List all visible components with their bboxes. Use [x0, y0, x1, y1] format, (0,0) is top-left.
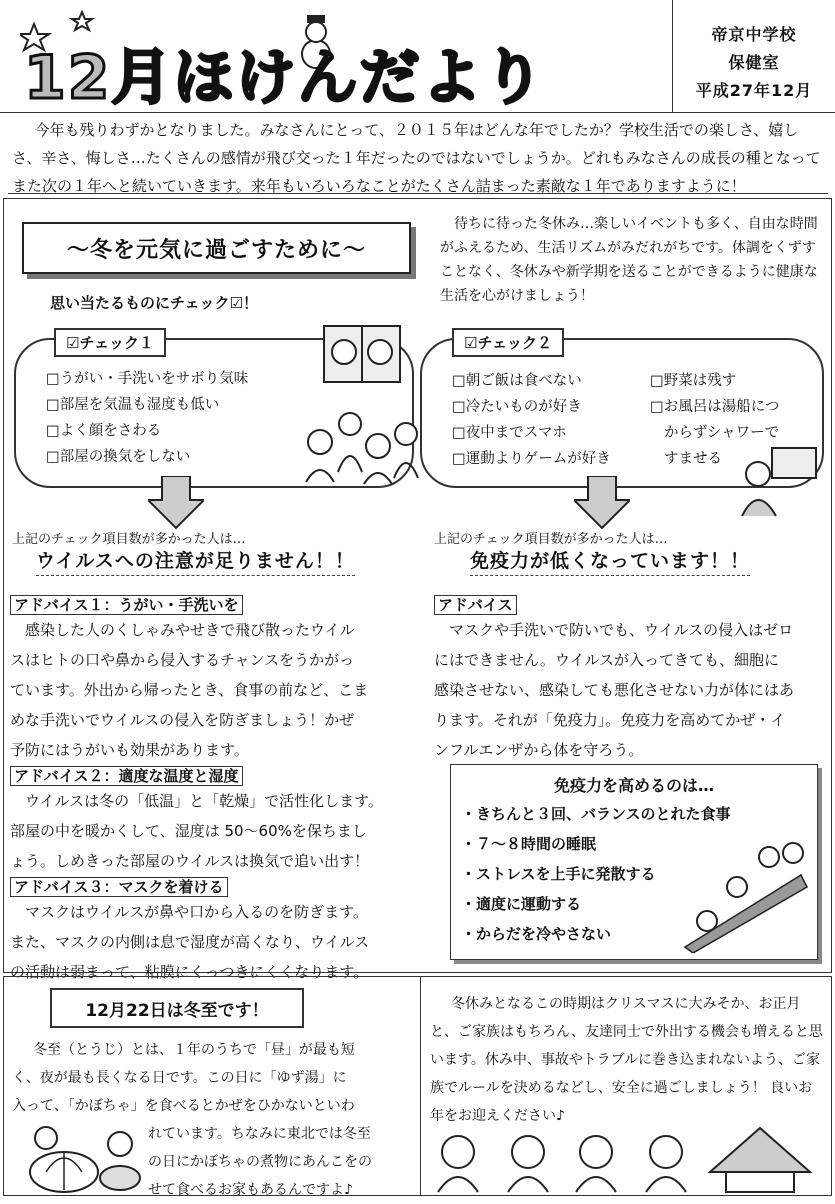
title-text: 12月ほけんだより — [24, 43, 546, 108]
result-1-lead: 上記のチェック項目数が多かった人は… — [12, 532, 246, 547]
advice-immunity-body: マスクや手洗いで防いでも、ウイルスの侵入はゼロ にはできません。ウイルスが入ってきても、細胞に 感染させない、感染しても悪化させない力が体にはあ ります。それが「免疫力」。免疫力を高めてかぜ・イ ンフルエンザから体を守ろう。 — [434, 621, 795, 759]
solstice-text: 冬至（とうじ）とは、１年のうちで「昼」が最も短 く、夜が最も長くなる日です。この日に「ゆず湯」に 入って、「かぼちゃ」を食べるとかぜをひかないといわ れています。ちなみに東北では冬至 の日にかぼちゃの煮物にあんこをの せて食べるお家もあるんですよ♪ — [12, 1042, 372, 1198]
immunity-box — [450, 764, 818, 960]
down-arrow-icon — [148, 476, 204, 530]
check-item[interactable]: □部屋の換気をしない — [46, 449, 191, 465]
advice-left-column — [10, 594, 418, 987]
exercise-kids-illustration — [683, 835, 813, 953]
immunity-item: ・ストレスを上手に発散する — [461, 865, 656, 883]
holiday-characters-illustration — [430, 1122, 828, 1194]
office-name: 保健室 — [728, 53, 780, 72]
school-name: 帝京中学校 — [711, 25, 797, 44]
check-item[interactable]: □野菜は残す — [650, 373, 737, 389]
advice-3-heading: アドバイス３：マスクを着ける — [10, 877, 228, 897]
newsletter-title — [20, 8, 660, 108]
result-2-title: 免疫力が低くなっています！！ — [470, 546, 750, 576]
winter-heading: ～冬を元気に過ごすために～ — [22, 222, 411, 274]
check-item[interactable]: □うがい・手洗いをサボり気味 — [46, 371, 249, 387]
check-item[interactable]: □朝ご飯は食べない — [452, 373, 582, 389]
issue-date: 平成27年12月 — [695, 81, 813, 100]
immunity-item: ・７～８時間の睡眠 — [461, 835, 597, 853]
immunity-item: ・きちんと３回、バランスのとれた食事 — [461, 805, 731, 823]
school-info — [672, 0, 835, 112]
advice-2-heading: アドバイス２：適度な温度と湿度 — [10, 766, 243, 786]
check-item[interactable]: □冷たいものが好き — [452, 399, 582, 415]
gaming-kid-illustration — [736, 444, 820, 520]
advice-1-heading: アドバイス１：うがい・手洗いを — [10, 595, 243, 615]
check-item[interactable]: □運動よりゲームが好き — [452, 451, 611, 467]
check-item[interactable]: □お風呂は湯船につ — [650, 399, 780, 415]
immunity-item: ・からだを冷やさない — [461, 925, 612, 943]
advice-immunity-heading: アドバイス — [434, 595, 517, 615]
solstice-banner: 12月22日は冬至です！ — [50, 988, 304, 1028]
check-prompt: 思い当たるものにチェック☑！ — [50, 294, 258, 312]
down-arrow-icon — [574, 476, 630, 530]
intro-paragraph: 今年も残りわずかとなりました。みなさんにとって、２０１５年はどんな年でしたか？学校生活での楽しさ、嬉しさ、辛さ、悔しさ…たくさんの感情が飛び交った１年だったのではないでしょうか。どれもみなさんの成長の種となってまた次の１年へと続いていきます。来年もいろいろなことがたくさん詰まった素敵な１年でありますように！ — [8, 114, 828, 194]
sick-kids-illustration — [300, 322, 420, 492]
holiday-text: 冬休みとなるこの時期はクリスマスに大みそか、お正月と、ご家族はもちろん、友達同士で外出する機会も増えると思います。休み中、事故やトラブルに巻き込まれないよう、ご家族でルールを決めるなどし、安全に過ごしましょう！ 良いお年をお迎えください♪ — [430, 996, 823, 1124]
immunity-title: 免疫力を高めるのは… — [553, 776, 714, 795]
pumpkin-illustration — [16, 1120, 144, 1194]
check-item[interactable]: □夜中までスマホ — [452, 425, 567, 441]
immunity-item: ・適度に運動する — [461, 895, 582, 913]
checklist-2-items-left — [452, 368, 611, 472]
advice-2-body: ウイルスは冬の「低温」と「乾燥」で活性化します。 部屋の中を暖かくして、湿度は 50～60%を保ちまし ょう。しめきった部屋のウイルスは換気で追い出す！ — [10, 792, 383, 870]
advice-right-column — [434, 594, 826, 765]
checklist-1-items — [46, 366, 248, 470]
checklist-1-label: ☑チェック１ — [54, 328, 166, 357]
checklist-2-label: ☑チェック２ — [452, 328, 564, 357]
check-item[interactable]: □よく顔をさわる — [46, 423, 162, 439]
advice-3-body: マスクはウイルスが鼻や口から入るのを防ぎます。 また、マスクの内側は息で湿度が高くなり、ウイルス の活動は弱まって、粘膜にくっつきにくくなります。 — [10, 903, 370, 981]
check-item-continued: すませる — [664, 451, 722, 467]
result-1-title: ウイルスへの注意が足りません！！ — [36, 546, 355, 576]
check-item-continued: からずシャワーで — [664, 425, 780, 441]
winter-intro: 待ちに待った冬休み…楽しいイベントも多く、自由な時間がふえるため、生活リズムがみだれがちです。体調をくずすことなく、冬休みや新学期を送ることができるように健康な生活を心がけましょう！ — [440, 216, 818, 304]
result-2-lead: 上記のチェック項目数が多かった人は… — [434, 532, 668, 547]
check-item[interactable]: □部屋を気温も湿度も低い — [46, 397, 220, 413]
divider — [420, 976, 421, 1196]
advice-1-body: 感染した人のくしゃみやせきで飛び散ったウイル スはヒトの口や鼻から侵入するチャンスをうかがっ ています。外出から帰ったとき、食事の前など、こま めな手洗いでウイルスの侵入を防ぎましょう！かぜ 予防にはうがいも効果があります。 — [10, 621, 369, 759]
